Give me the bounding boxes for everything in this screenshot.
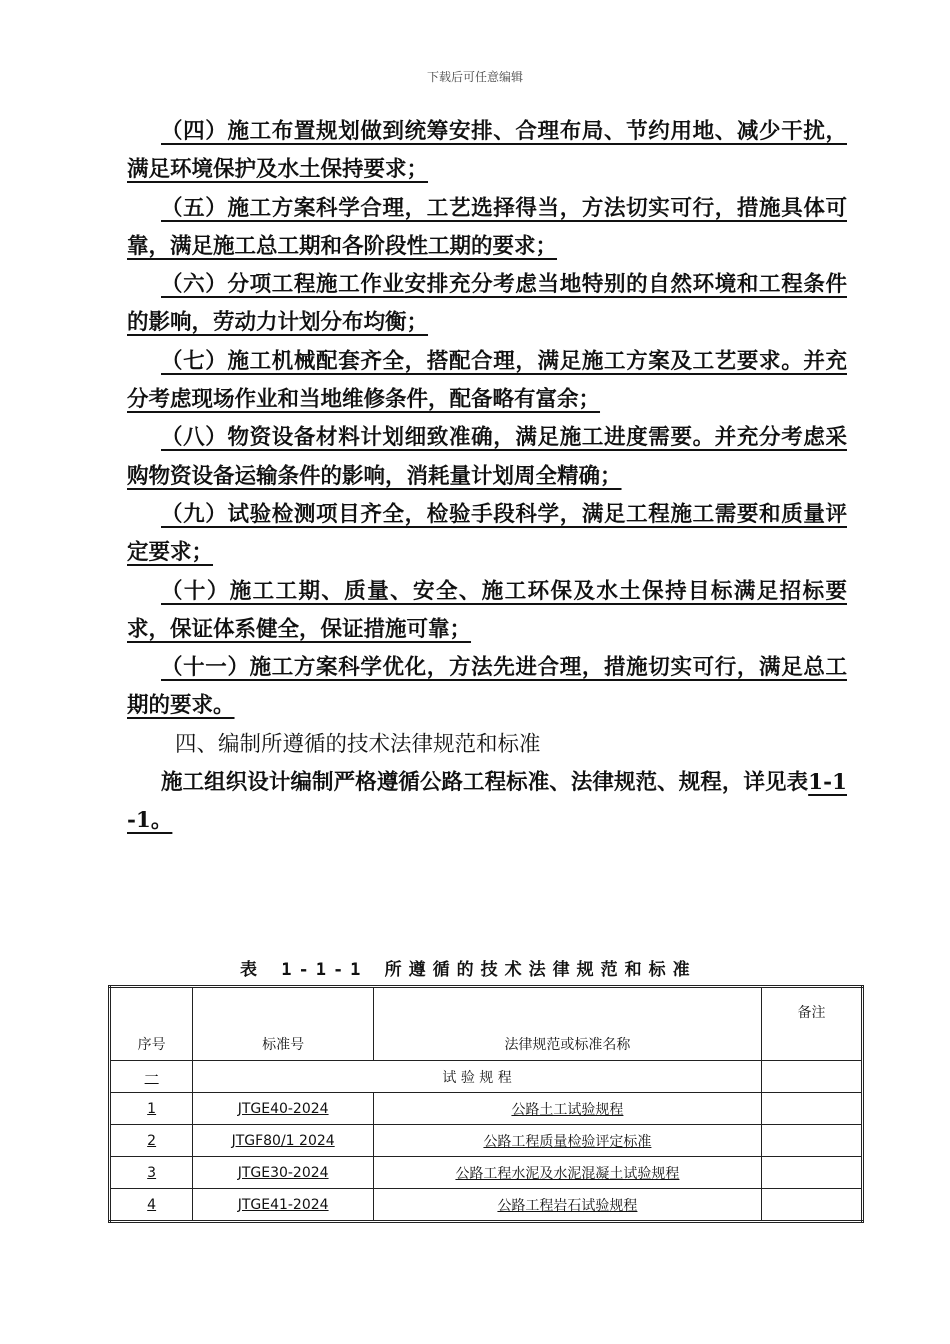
table-reference: 1-1-1。 [127, 770, 847, 834]
principle-item-10: （十）施工工期、质量、安全、施工环保及水土保持目标满足招标要求，保证体系健全，保证措施可靠； [127, 578, 847, 642]
principle-item-9: （九）试验检测项目齐全，检验手段科学，满足工程施工需要和质量评定要求； [127, 501, 847, 566]
standards-table [108, 985, 864, 1223]
row-no: 3 [110, 1157, 193, 1189]
row-no: 4 [110, 1189, 193, 1222]
row-remark [761, 1157, 862, 1189]
section-intro-main: 施工组织设计编制严格遵循公路工程标准、法律规范、规程，详见表 [161, 770, 809, 796]
table-caption: 表 1-1-1 所遵循的技术法律规范和标准 [240, 960, 697, 980]
row-no: 2 [110, 1125, 193, 1157]
row-remark [761, 1189, 862, 1222]
row-no: 1 [110, 1093, 193, 1125]
group-title: 试 验 规 程 [193, 1061, 762, 1093]
principle-item-5: （五）施工方案科学合理，工艺选择得当，方法切实可行，措施具体可靠，满足施工总工期和各阶段性工期的要求； [127, 195, 847, 259]
table-header-row [110, 987, 863, 1061]
header-remark: 备注 [761, 987, 862, 1061]
principle-item-11: （十一）施工方案科学优化，方法先进合理，措施切实可行，满足总工期的要求。 [127, 655, 847, 719]
header-no: 序号 [110, 987, 193, 1061]
table-row [110, 1189, 863, 1222]
row-remark [761, 1093, 862, 1125]
table-row [110, 1125, 863, 1157]
row-name: 公路工程水泥及水泥混凝土试验规程 [373, 1157, 761, 1189]
principle-item-4: （四）施工布置规划做到统筹安排、合理布局、节约用地、减少干扰，满足环境保护及水土保持要求； [127, 119, 847, 183]
row-std: JTGE41-2024 [193, 1189, 374, 1222]
principle-item-8: （八）物资设备材料计划细致准确，满足施工进度需要。并充分考虑采购物资设备运输条件的影响，消耗量计划周全精确； [127, 425, 847, 489]
group-remark [761, 1061, 862, 1093]
section-intro [127, 764, 847, 841]
page-header: 下载后可任意编辑 [426, 70, 523, 84]
header-std: 标准号 [193, 987, 374, 1061]
row-std: JTGF80/1 2024 [193, 1125, 374, 1157]
document-body [127, 113, 847, 841]
row-name: 公路工程质量检验评定标准 [373, 1125, 761, 1157]
principle-item-7: （七）施工机械配套齐全，搭配合理，满足施工方案及工艺要求。并充分考虑现场作业和当地维修条件，配备略有富余； [127, 348, 847, 413]
table-group-row [110, 1061, 863, 1093]
row-std: JTGE30-2024 [193, 1157, 374, 1189]
principle-item-6: （六）分项工程施工作业安排充分考虑当地特别的自然环境和工程条件的影响，劳动力计划分布均衡； [127, 272, 847, 336]
header-name: 法律规范或标准名称 [373, 987, 761, 1061]
table-row [110, 1093, 863, 1125]
table-row [110, 1157, 863, 1189]
group-no: 一 [110, 1061, 193, 1093]
row-remark [761, 1125, 862, 1157]
section-heading: 四、编制所遵循的技术法律规范和标准 [175, 731, 541, 757]
row-name: 公路工程岩石试验规程 [373, 1189, 761, 1222]
row-name: 公路土工试验规程 [373, 1093, 761, 1125]
row-std: JTGE40-2024 [193, 1093, 374, 1125]
